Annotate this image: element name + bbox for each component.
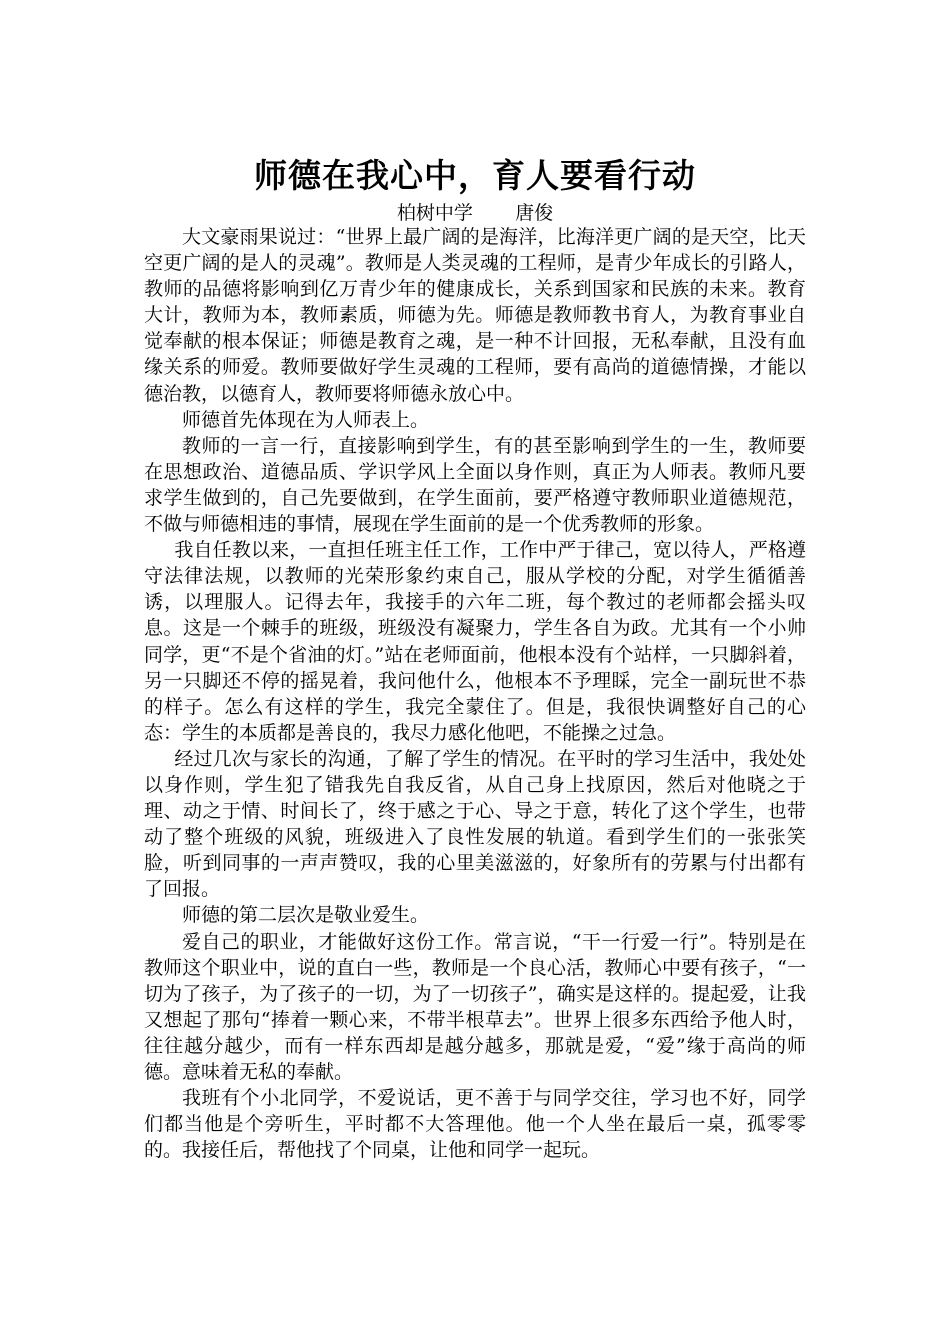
paragraph-experience: 我自任教以来，一直担任班主任工作，工作中严于律己，宽以待人，严格遵守法律法规，以教师的光荣形象约束自己，服从学校的分配，对学生循循善诱，以理服人。记得去年，我接手的六年二班，每个教过的老师都会摇头叹息。这是一个棘手的班级，班级没有凝聚力，学生各自为政。尤其有一个小帅同学，更“不是个省油的灯。”站在老师面前，他根本没有个站样，一只脚斜着，另一只脚还不停的摇晃着，我问他什么，他根本不予理睬，完全一副玩世不恭的样子。怎么有这样的学生，我完全蒙住了。但是，我很快调整好自己的心态：学生的本质都是善良的，我尽力感化他吧，不能操之过急。 xyxy=(144,539,806,744)
paragraph-heading-1: 师德首先体现在为人师表上。 xyxy=(182,408,430,431)
paragraph-role-model: 教师的一言一行，直接影响到学生，有的甚至影响到学生的一生，教师要在思想政治、道德品质、学识学风上全面以身作则，真正为人师表。教师凡要求学生做到的，自己先要做到，在学生面前，要严格遵守教师职业道德规范，不做与师德相违的事情，展现在学生面前的是一个优秀教师的形象。 xyxy=(144,434,806,536)
author-byline: 柏树中学 唐俊 xyxy=(396,202,554,224)
document-title: 师德在我心中，育人要看行动 xyxy=(254,156,696,195)
paragraph-love-profession: 爱自己的职业，才能做好这份工作。常言说，“干一行爱一行”。特别是在教师这个职业中，说的直白一些，教师是一个良心活，教师心中要有孩子，“一切为了孩子，为了孩子的一切，为了一切孩子”，确实是这样的。提起爱，让我又想起了那句“捧着一颗心来，不带半根草去”。世界上很多东西给予他人时，往往越分越少，而有一样东西却是越分越多，那就是爱，“爱”缘于高尚的师德。意味着无私的奉献。 xyxy=(144,930,806,1083)
paragraph-student-story: 我班有个小北同学，不爱说话，更不善于与同学交往，学习也不好，同学们都当他是个旁听生，平时都不大答理他。他一个人坐在最后一桌，孤零零的。我接任后，帮他找了个同桌，让他和同学一起玩。 xyxy=(144,1087,806,1162)
document-body xyxy=(144,224,806,1163)
paragraph-intro: 大文豪雨果说过：“世界上最广阔的是海洋，比海洋更广阔的是天空，比天空更广阔的是人的灵魂”。教师是人类灵魂的工程师，是青少年成长的引路人，教师的品德将影响到亿万青少年的健康成长，关系到国家和民族的未来。教育大计，教师为本，教师素质，师德为先。师德是教师教书育人，为教育事业自觉奉献的根本保证；师德是教育之魂，是一种不计回报，无私奉献，且没有血缘关系的师爱。教师要做好学生灵魂的工程师，要有高尚的道德情操，才能以德治教，以德育人，教师要将师德永放心中。 xyxy=(144,226,806,405)
paragraph-heading-2: 师德的第二层次是敬业爱生。 xyxy=(182,904,430,927)
paragraph-communication: 经过几次与家长的沟通，了解了学生的情况。在平时的学习生活中，我处处以身作则，学生犯了错我先自我反省，从自己身上找原因，然后对他晓之于理、动之于情、时间长了，终于感之于心、导之于意，转化了这个学生，也带动了整个班级的风貌，班级进入了良性发展的轨道。看到学生们的一张张笑脸，听到同事的一声声赞叹，我的心里美滋滋的，好象所有的劳累与付出都有了回报。 xyxy=(144,747,806,901)
